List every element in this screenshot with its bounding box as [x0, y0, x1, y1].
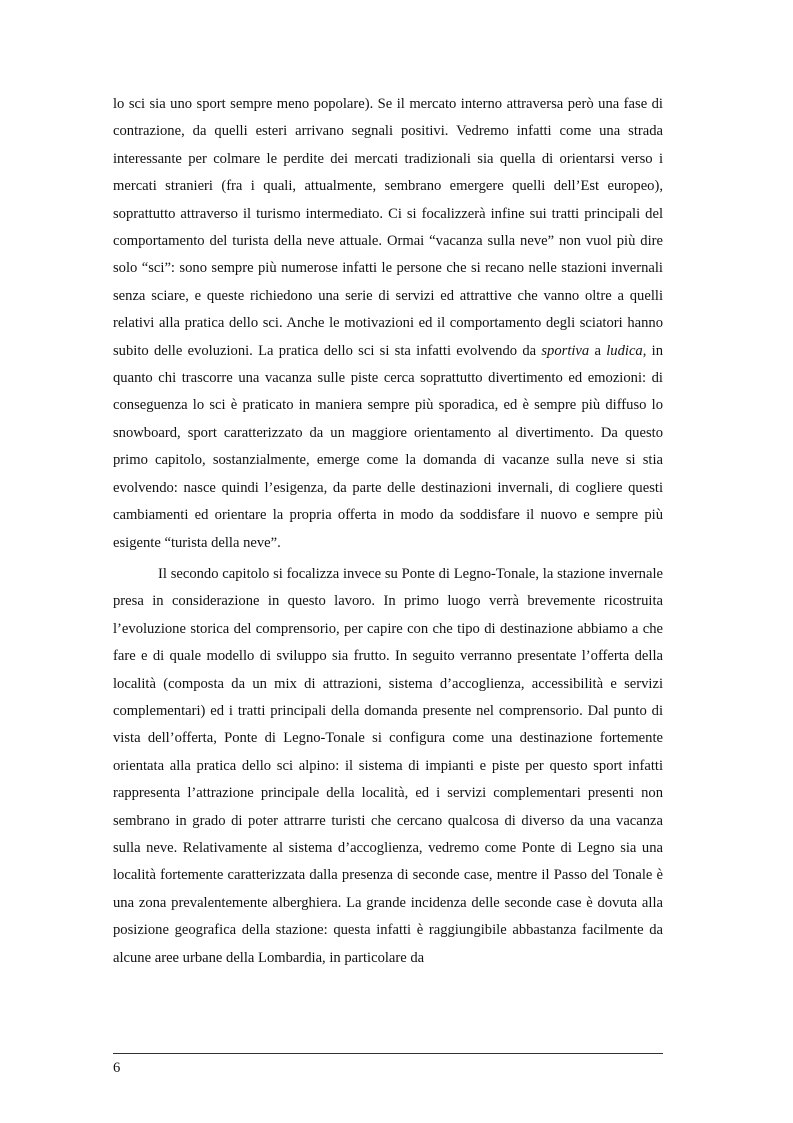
paragraph-1-text-a: lo sci sia uno sport sempre meno popolare). Se il mercato interno attraversa però una fase di contrazione, da quelli esteri arrivano segnali positivi. Vedremo infatti come una strada interessante per colmare le perdite dei mercati tradizionali sia quella di orientarsi verso i mercati stranieri (fra i quali, attualmente, sembrano emergere quelli dell’Est europeo), soprattutto attraverso il turismo intermediato. Ci si focalizzerà infine sui tratti principali del comportamento del turista della neve attuale. Ormai “vacanza sulla neve” non vuol più dire solo “sci”: sono sempre più numerose infatti le persone che si recano nelle stazioni invernali senza sciare, e queste richiedono una serie di servizi ed attrattive che vanno oltre a quelli relativi alla pratica dello sci. Anche le motivazioni ed il comportamento degli sciatori hanno subito delle evoluzioni. La pratica dello sci si sta infatti evolvendo da	[113, 96, 663, 359]
paragraph-1-text-b: , in quanto chi trascorre una vacanza sulle piste cerca soprattutto divertimento ed emozioni: di conseguenza lo sci è praticato in maniera sempre più sporadica, ed è sempre più diffuso lo snowboard, sport caratterizzato da un maggiore orientamento al divertimento. Da questo primo capitolo, sostanzialmente, emerge come la domanda di vacanze sulla neve si stia evolvendo: nasce quindi l’esigenza, da parte delle destinazioni invernali, di cogliere questi cambiamenti ed orientare la propria offerta in modo da soddisfare il nuovo e sempre più esigente “turista della neve”.	[113, 342, 664, 551]
paragraph-1-connector: a	[589, 342, 607, 359]
page-number: 6	[113, 1060, 121, 1076]
emphasis-ludica: ludica	[606, 342, 643, 359]
emphasis-sportiva: sportiva	[541, 342, 590, 359]
paragraph-2: Il secondo capitolo si focalizza invece su Ponte di Legno-Tonale, la stazione invernale presa in considerazione in questo lavoro. In primo luogo verrà brevemente ricostruita l’evoluzione storica del comprensorio, per capire con che tipo di destinazione abbiamo a che fare e di quale modello di sviluppo sia frutto. In seguito verranno presentate l’offerta della località (composta da un mix di attrazioni, sistema d’accoglienza, accessibilità e servizi complementari) ed i tratti principali della domanda presente nel comprensorio. Dal punto di vista dell’offerta, Ponte di Legno-Tonale si configura come una destinazione fortemente orientata alla pratica dello sci alpino: il sistema di impianti e piste per questo sport infatti rappresenta l’attrazione principale della località, ed i servizi complementari presenti non sembrano in grado di poter attrarre turisti che cercano qualcosa di diverso da una vacanza sulla neve. Relativamente al sistema d’accoglienza, vedremo come Ponte di Legno sia una località fortemente caratterizzata dalla presenza di seconde case, mentre il Passo del Tonale è una zona prevalentemente alberghiera. La grande incidenza delle seconde case è dovuta alla posizione geografica della stazione: questa infatti è raggiungibile abbastanza facilmente da alcune aree urbane della Lombardia, in particolare da	[113, 565, 663, 966]
footer-divider	[113, 1053, 663, 1054]
document-body	[113, 91, 663, 972]
paragraph-1	[113, 91, 663, 557]
